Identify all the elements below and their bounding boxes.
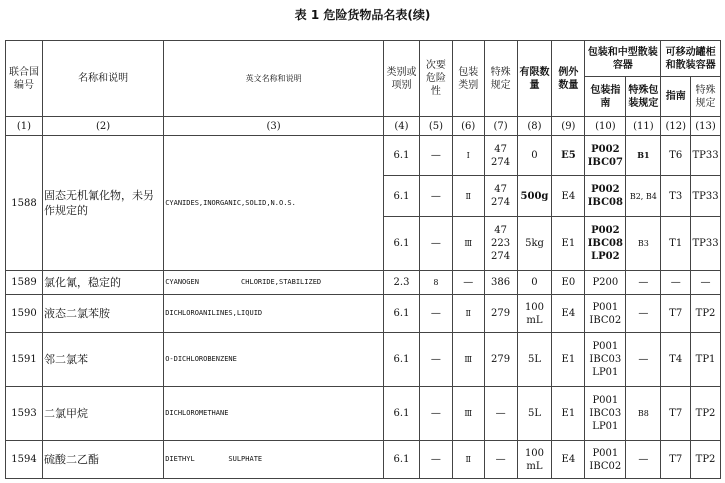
- class: 6.1: [384, 295, 420, 333]
- un-number: 1593: [6, 387, 43, 441]
- excepted-quantity: E4: [552, 441, 585, 479]
- header-limited-quantity: 有限数量: [517, 41, 552, 117]
- special-packing: B1: [626, 136, 661, 176]
- special-provisions: 279: [484, 333, 517, 387]
- limited-quantity: 500g: [517, 176, 552, 217]
- un-number: 1588: [6, 136, 43, 271]
- table-title: 表 1 危险货物品名表(续): [294, 8, 431, 22]
- tank-instruction: T6: [661, 136, 691, 176]
- special-provisions: 47 223 274: [484, 217, 517, 271]
- name-zh: 氯化氰，稳定的: [42, 271, 163, 295]
- packing-instruction: P002 IBC08: [585, 176, 626, 217]
- col-index: (4): [384, 117, 420, 136]
- packing-group: Ⅱ: [452, 441, 484, 479]
- col-index: (5): [419, 117, 452, 136]
- limited-quantity: 0: [517, 136, 552, 176]
- excepted-quantity: E5: [552, 136, 585, 176]
- special-provisions: 47 274: [484, 136, 517, 176]
- header-un-no: 联合国编号: [6, 41, 43, 117]
- packing-instruction: P001 IBC03 LP01: [585, 333, 626, 387]
- limited-quantity: 100 mL: [517, 441, 552, 479]
- packing-group: —: [452, 271, 484, 295]
- class: 2.3: [384, 271, 420, 295]
- col-index: (13): [691, 117, 721, 136]
- packing-instruction: P001 IBC02: [585, 441, 626, 479]
- limited-quantity: 5L: [517, 333, 552, 387]
- name-en: CYANIDES,INORGANIC,SOLID,N.O.S.: [164, 136, 384, 271]
- excepted-quantity: E1: [552, 333, 585, 387]
- sub-risk: —: [419, 441, 452, 479]
- name-zh: 二氯甲烷: [42, 387, 163, 441]
- col-index: (8): [517, 117, 552, 136]
- limited-quantity: 5L: [517, 387, 552, 441]
- col-index: (3): [164, 117, 384, 136]
- packing-instruction: P002 IBC07: [585, 136, 626, 176]
- col-index: (2): [42, 117, 163, 136]
- limited-quantity: 0: [517, 271, 552, 295]
- tank-instruction: —: [661, 271, 691, 295]
- tank-instruction: T3: [661, 176, 691, 217]
- sub-risk: —: [419, 387, 452, 441]
- tank-instruction: T4: [661, 333, 691, 387]
- packing-instruction: P200: [585, 271, 626, 295]
- special-packing: —: [626, 295, 661, 333]
- header-sub-risk: 次要危险性: [419, 41, 452, 117]
- col-index: (10): [585, 117, 626, 136]
- header-special-packing: 特殊包装规定: [626, 77, 661, 117]
- col-index: (1): [6, 117, 43, 136]
- header-class: 类别或项别: [384, 41, 420, 117]
- special-packing: —: [626, 271, 661, 295]
- class: 6.1: [384, 333, 420, 387]
- un-number: 1589: [6, 271, 43, 295]
- excepted-quantity: E0: [552, 271, 585, 295]
- excepted-quantity: E1: [552, 387, 585, 441]
- sub-risk: —: [419, 295, 452, 333]
- tank-special: TP33: [691, 176, 721, 217]
- limited-quantity: 100 mL: [517, 295, 552, 333]
- header-special-provisions: 特殊规定: [484, 41, 517, 117]
- column-index-row: [6, 117, 721, 136]
- special-packing: B2, B4: [626, 176, 661, 217]
- class: 6.1: [384, 217, 420, 271]
- packing-instruction: P002 IBC08 LP02: [585, 217, 626, 271]
- header-name-zh: 名称和说明: [42, 41, 163, 117]
- sub-risk: —: [419, 176, 452, 217]
- col-index: (9): [552, 117, 585, 136]
- packing-group: Ⅲ: [452, 217, 484, 271]
- col-index: (11): [626, 117, 661, 136]
- tank-special: TP2: [691, 387, 721, 441]
- packing-group: Ⅰ: [452, 136, 484, 176]
- tank-instruction: T7: [661, 441, 691, 479]
- table-row: [6, 136, 721, 176]
- header-tank-instruction: 指南: [661, 77, 691, 117]
- class: 6.1: [384, 136, 420, 176]
- col-index: (6): [452, 117, 484, 136]
- name-en: DICHLOROMETHANE: [164, 387, 384, 441]
- name-en: O-DICHLOROBENZENE: [164, 333, 384, 387]
- dangerous-goods-table: [5, 40, 721, 479]
- name-zh: 固态无机氰化物，未另作规定的: [42, 136, 163, 271]
- tank-special: TP33: [691, 217, 721, 271]
- header-portable-tanks: 可移动罐柜和散装容器: [661, 41, 721, 77]
- packing-instruction: P001 IBC02: [585, 295, 626, 333]
- un-number: 1590: [6, 295, 43, 333]
- class: 6.1: [384, 441, 420, 479]
- special-provisions: 279: [484, 295, 517, 333]
- sub-risk: —: [419, 217, 452, 271]
- special-packing: B8: [626, 387, 661, 441]
- header-row-1: [6, 41, 721, 77]
- class: 6.1: [384, 387, 420, 441]
- name-en: CYANOGEN CHLORIDE,STABILIZED: [164, 271, 384, 295]
- col-index: (7): [484, 117, 517, 136]
- sub-risk: —: [419, 333, 452, 387]
- name-en: DIETHYL SULPHATE: [164, 441, 384, 479]
- header-excepted-quantity: 例外数量: [552, 41, 585, 117]
- special-provisions: 47 274: [484, 176, 517, 217]
- special-packing: —: [626, 441, 661, 479]
- packing-group: Ⅱ: [452, 295, 484, 333]
- tank-special: TP2: [691, 441, 721, 479]
- name-zh: 邻二氯苯: [42, 333, 163, 387]
- sub-risk: —: [419, 136, 452, 176]
- excepted-quantity: E4: [552, 295, 585, 333]
- header-packing-ibc: 包装和中型散装容器: [585, 41, 661, 77]
- sub-risk: 8: [419, 271, 452, 295]
- header-packing-instruction: 包装指南: [585, 77, 626, 117]
- table-row: [6, 441, 721, 479]
- tank-special: TP33: [691, 136, 721, 176]
- class: 6.1: [384, 176, 420, 217]
- limited-quantity: 5kg: [517, 217, 552, 271]
- tank-special: TP2: [691, 295, 721, 333]
- excepted-quantity: E1: [552, 217, 585, 271]
- tank-instruction: T7: [661, 295, 691, 333]
- packing-group: Ⅱ: [452, 176, 484, 217]
- special-provisions: —: [484, 387, 517, 441]
- table-row: [6, 333, 721, 387]
- tank-special: TP1: [691, 333, 721, 387]
- table-row: [6, 387, 721, 441]
- header-packing-group: 包装类别: [452, 41, 484, 117]
- special-provisions: 386: [484, 271, 517, 295]
- table-row: [6, 271, 721, 295]
- name-zh: 液态二氯苯胺: [42, 295, 163, 333]
- packing-instruction: P001 IBC03 LP01: [585, 387, 626, 441]
- excepted-quantity: E4: [552, 176, 585, 217]
- name-zh: 硫酸二乙酯: [42, 441, 163, 479]
- table-row: [6, 295, 721, 333]
- packing-group: Ⅲ: [452, 387, 484, 441]
- name-en: DICHLOROANILINES,LIQUID: [164, 295, 384, 333]
- packing-group: Ⅲ: [452, 333, 484, 387]
- special-packing: —: [626, 333, 661, 387]
- special-provisions: —: [484, 441, 517, 479]
- tank-special: —: [691, 271, 721, 295]
- special-packing: B3: [626, 217, 661, 271]
- tank-instruction: T7: [661, 387, 691, 441]
- un-number: 1594: [6, 441, 43, 479]
- header-tank-special: 特殊规定: [691, 77, 721, 117]
- col-index: (12): [661, 117, 691, 136]
- un-number: 1591: [6, 333, 43, 387]
- header-name-en: 英文名称和说明: [164, 41, 384, 117]
- tank-instruction: T1: [661, 217, 691, 271]
